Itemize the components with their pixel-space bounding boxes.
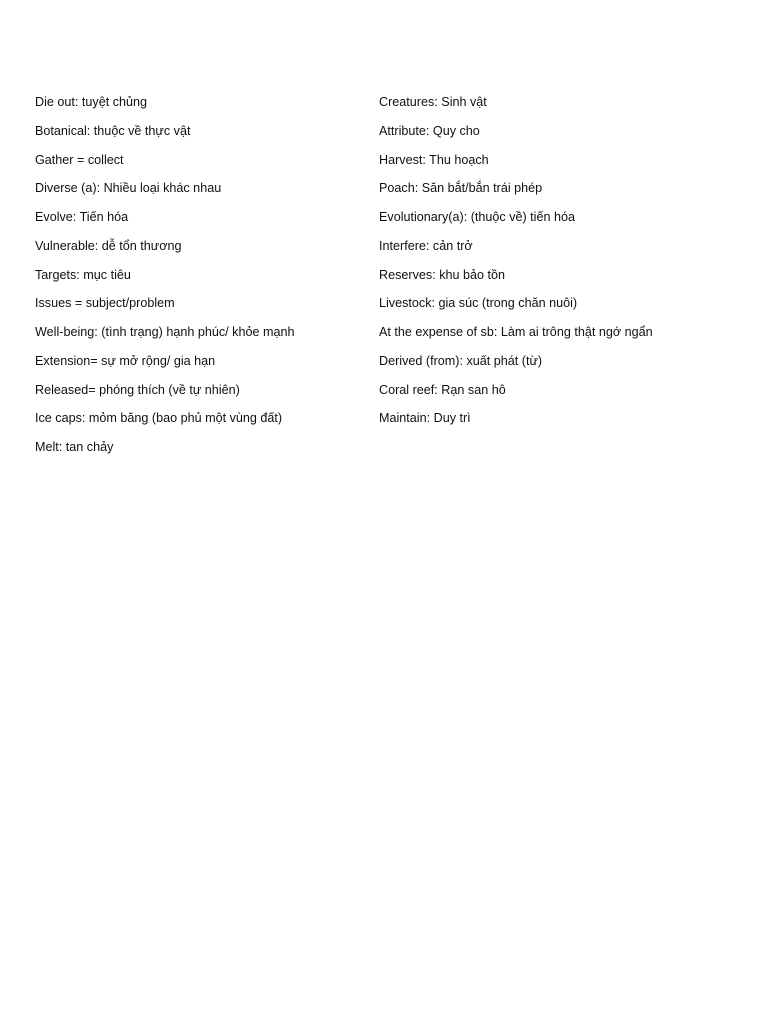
vocab-column-left	[35, 91, 365, 465]
vocab-entry: Creatures: Sinh vật	[379, 95, 487, 109]
vocab-entry: At the expense of sb: Làm ai trông thật ngớ ngẩn	[379, 325, 653, 339]
vocab-entry: Poach: Săn bắt/bắn trái phép	[379, 181, 543, 196]
vocab-entry: Diverse (a): Nhiều loại khác nhau	[35, 181, 222, 196]
vocab-entry: Reserves: khu bảo tồn	[379, 267, 506, 282]
vocab-entry: Botanical: thuộc về thực vật	[35, 123, 191, 138]
vocab-entry: Gather = collect	[35, 152, 124, 167]
vocab-entry: Coral reef: Rạn san hô	[379, 382, 506, 397]
vocab-entry: Attribute: Quy cho	[379, 123, 480, 138]
vocab-entry: Released= phóng thích (về tự nhiên)	[35, 382, 240, 397]
vocab-entry: Targets: mục tiêu	[35, 267, 131, 282]
vocab-column-right	[379, 91, 759, 436]
vocab-entry: Harvest: Thu hoạch	[379, 152, 489, 167]
vocab-entry: Die out: tuyệt chủng	[35, 95, 148, 109]
vocab-entry: Well-being: (tình trạng) hạnh phúc/ khỏe mạnh	[35, 325, 295, 339]
vocab-entry: Issues = subject/problem	[35, 296, 175, 311]
vocab-entry: Derived (from): xuất phát (từ)	[379, 353, 543, 368]
vocab-entry: Ice caps: mỏm băng (bao phủ một vùng đất)	[35, 411, 283, 426]
vocab-entry: Extension= sự mở rộng/ gia hạn	[35, 353, 216, 368]
vocab-entry: Evolutionary(a): (thuộc về) tiến hóa	[379, 210, 576, 224]
vocab-entry: Maintain: Duy trì	[379, 411, 471, 426]
vocab-entry: Livestock: gia súc (trong chăn nuôi)	[379, 296, 578, 311]
vocab-entry: Vulnerable: dễ tổn thương	[35, 238, 182, 253]
vocab-entry: Evolve: Tiến hóa	[35, 210, 129, 224]
vocab-entry: Interfere: cản trở	[379, 238, 473, 253]
vocab-entry: Melt: tan chảy	[35, 440, 114, 454]
